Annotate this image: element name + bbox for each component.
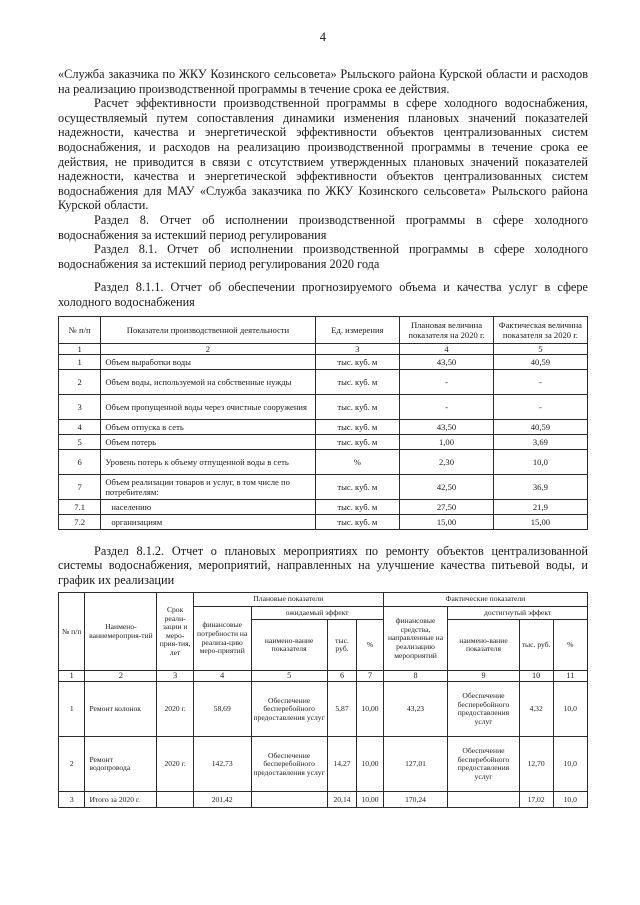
header-num: № п/п (59, 593, 85, 671)
cell-fact-indicator (448, 792, 519, 808)
header-fact-group: Фактические показатели (383, 593, 587, 607)
cell-number: 2 (59, 369, 101, 394)
cell-event-name: Ремонт колонок (85, 682, 157, 737)
cell-plan-indicator: Обеспечение бесперебойного предоставления услуг (251, 737, 327, 792)
cell-unit: тыс. куб. м (315, 499, 400, 514)
colnum-6: 6 (327, 671, 357, 682)
table-indicators (58, 316, 588, 530)
header-plan-thousand-rub: тыс. руб. (327, 620, 357, 671)
cell-indicator-name: Объем пропущенной воды через очистные сооружения (101, 394, 315, 419)
page-number: 4 (319, 30, 327, 44)
section-heading-8: Раздел 8. Отчет об исполнении производственной программы в сфере холодного водоснабжения за истекший период регулирования (58, 212, 588, 242)
cell-fact-finance: 127,01 (383, 737, 448, 792)
cell-indicator-name: Уровень потерь к объему отпущенной воды в сеть (101, 449, 315, 474)
cell-unit: тыс. куб. м (315, 419, 400, 434)
cell-term: 2020 г. (157, 737, 194, 792)
table-row (59, 434, 588, 449)
cell-fact-percent: 10,0 (553, 682, 587, 737)
header-fact-percent: % (553, 620, 587, 671)
cell-plan-value: 42,50 (400, 474, 494, 499)
cell-fact-value: - (493, 394, 587, 419)
cell-plan-finance: 142,73 (193, 737, 251, 792)
table-row (59, 499, 588, 514)
cell-fact-value: 15,00 (493, 514, 587, 529)
header-event-name: Наимено-ваниемероприя-тий (85, 593, 157, 671)
colnum-5: 5 (251, 671, 327, 682)
colnum-3: 3 (157, 671, 194, 682)
table-row-total (59, 792, 588, 808)
cell-fact-thousand-rub: 12,70 (519, 737, 553, 792)
cell-plan-percent: 10,00 (357, 737, 383, 792)
cell-plan-value: 15,00 (400, 514, 494, 529)
cell-plan-finance: 58,69 (193, 682, 251, 737)
cell-event-name: Итого за 2020 г. (85, 792, 157, 808)
header-unit: Ед. измерения (315, 316, 400, 343)
cell-fact-value: 40,59 (493, 419, 587, 434)
cell-event-name: Ремонт водопровода (85, 737, 157, 792)
cell-plan-thousand-rub: 14,27 (327, 737, 357, 792)
table-row (59, 369, 588, 394)
cell-plan-value: - (400, 369, 494, 394)
cell-plan-value: 1,00 (400, 434, 494, 449)
cell-indicator-name: организациям (101, 514, 315, 529)
cell-plan-percent: 10,00 (357, 682, 383, 737)
header-fact-finance: финансовые средства, направленные на реализацию мероприятий (383, 606, 448, 671)
cell-unit: тыс. куб. м (315, 514, 400, 529)
header-fact: Фактическая величина показателя за 2020 г. (493, 316, 587, 343)
colnum-5: 5 (493, 343, 587, 354)
section-heading-8-1-2: Раздел 8.1.2. Отчет о плановых мероприятиях по ремонту объектов централизованной системы водоснабжения, мероприятий, направленных на улучшение качества питьевой воды, и график их реализации (58, 543, 588, 587)
cell-plan-thousand-rub: 5,87 (327, 682, 357, 737)
table-row-column-numbers (59, 671, 588, 682)
cell-fact-value: - (493, 369, 587, 394)
table-row (59, 316, 588, 343)
header-plan-indicator: наимено-вание показателя (251, 620, 327, 671)
header-term: Срок реали-зации и меро-прия-тия, лет (157, 593, 194, 671)
cell-plan-value: 2,30 (400, 449, 494, 474)
cell-fact-percent: 10,0 (553, 792, 587, 808)
cell-number: 4 (59, 419, 101, 434)
header-plan-percent: % (357, 620, 383, 671)
cell-unit: % (315, 449, 400, 474)
cell-plan-value: 27,50 (400, 499, 494, 514)
cell-indicator-name: Объем реализации товаров и услуг, в том числе по потребителям: (101, 474, 315, 499)
colnum-1: 1 (59, 671, 85, 682)
colnum-8: 8 (383, 671, 448, 682)
header-num: № п/п (59, 316, 101, 343)
header-achieved-effect: достигнутый эффект (448, 606, 588, 620)
cell-plan-percent: 10,00 (357, 792, 383, 808)
cell-fact-value: 3,69 (493, 434, 587, 449)
cell-indicator-name: Объем выработки воды (101, 354, 315, 369)
cell-unit: тыс. куб. м (315, 394, 400, 419)
paragraph-intro: «Служба заказчика по ЖКУ Козинского сельсовета» Рыльского района Курской области и расходов на реализацию производственной программы в течение срока ее действия. (58, 67, 588, 96)
cell-plan-value: - (400, 394, 494, 419)
cell-fact-value: 10,0 (493, 449, 587, 474)
table-row (59, 682, 588, 737)
cell-number: 2 (59, 737, 85, 792)
table-body-indicators (59, 354, 588, 529)
cell-fact-indicator: Обеспечение бесперебойного предоставления услуг (448, 682, 519, 737)
cell-number: 6 (59, 449, 101, 474)
header-plan-group: Плановые показатели (193, 593, 383, 607)
table-row (59, 354, 588, 369)
header-fact-indicator: наимено-вание показателя (448, 620, 519, 671)
cell-term (157, 792, 194, 808)
header-indicator: Показатели производственной деятельности (101, 316, 315, 343)
table-row-column-numbers (59, 343, 588, 354)
colnum-2: 2 (101, 343, 315, 354)
header-expected-effect: ожидаемый эффект (251, 606, 383, 620)
section-heading-8-1-1: Раздел 8.1.1. Отчет об обеспечении прогнозируемого объема и качества услуг в сфере холодного водоснабжения (58, 280, 588, 309)
cell-number: 1 (59, 682, 85, 737)
cell-unit: тыс. куб. м (315, 434, 400, 449)
cell-plan-value: 43,50 (400, 354, 494, 369)
cell-indicator-name: Объем воды, используемой на собственные нужды (101, 369, 315, 394)
cell-fact-indicator: Обеспечение бесперебойного предоставления услуг (448, 737, 519, 792)
table-row (59, 394, 588, 419)
header-plan-finance: финансовые потребности на реализа-цию меро-приятий (193, 606, 251, 671)
colnum-10: 10 (519, 671, 553, 682)
header-plan: Плановая величина показателя на 2020 г. (400, 316, 494, 343)
cell-fact-finance: 170,24 (383, 792, 448, 808)
colnum-4: 4 (400, 343, 494, 354)
cell-indicator-name: населению (101, 499, 315, 514)
cell-unit: тыс. куб. м (315, 474, 400, 499)
cell-number: 3 (59, 792, 85, 808)
table-row (59, 514, 588, 529)
cell-number: 7.1 (59, 499, 101, 514)
cell-unit: тыс. куб. м (315, 369, 400, 394)
header-fact-thousand-rub: тыс. руб. (519, 620, 553, 671)
colnum-9: 9 (448, 671, 519, 682)
paragraph-efficiency: Расчет эффективности производственной программы в сфере холодного водоснабжения, осуществляемый путем сопоставления динамики изменения плановых значений показателей надежности, качества и энергетической эффективности объектов централизованных систем водоснабжения, и расходов на реализацию производственной программы в течение срока ее действия, не приводится в связи с отсутствием утвержденных плановых значений показателей надежности, качества и энергетической эффективности объектов централизованных систем водоснабжения для МАУ «Служба заказчика по ЖКУ Козинского сельсовета» Рыльского района Курской области. (58, 96, 588, 213)
cell-term: 2020 г. (157, 682, 194, 737)
colnum-11: 11 (553, 671, 587, 682)
colnum-4: 4 (193, 671, 251, 682)
cell-fact-thousand-rub: 4,32 (519, 682, 553, 737)
cell-number: 7.2 (59, 514, 101, 529)
cell-number: 7 (59, 474, 101, 499)
section-heading-8-1: Раздел 8.1. Отчет об исполнении производственной программы в сфере холодного водоснабжения за истекший период регулирования 2020 года (58, 242, 588, 271)
cell-fact-value: 40,59 (493, 354, 587, 369)
table-row (59, 449, 588, 474)
cell-fact-thousand-rub: 17,02 (519, 792, 553, 808)
cell-fact-finance: 43,23 (383, 682, 448, 737)
table-row-group-header (59, 593, 588, 607)
cell-indicator-name: Объем отпуска в сеть (101, 419, 315, 434)
cell-fact-value: 36,9 (493, 474, 587, 499)
cell-plan-value: 43,50 (400, 419, 494, 434)
cell-number: 5 (59, 434, 101, 449)
table-body-repair-measures (59, 682, 588, 808)
table-repair-measures (58, 592, 588, 808)
colnum-7: 7 (357, 671, 383, 682)
table-row (59, 419, 588, 434)
cell-indicator-name: Объем потерь (101, 434, 315, 449)
cell-unit: тыс. куб. м (315, 354, 400, 369)
cell-number: 1 (59, 354, 101, 369)
cell-plan-thousand-rub: 20,14 (327, 792, 357, 808)
colnum-2: 2 (85, 671, 157, 682)
colnum-1: 1 (59, 343, 101, 354)
cell-fact-value: 21,9 (493, 499, 587, 514)
cell-fact-percent: 10,0 (553, 737, 587, 792)
cell-plan-finance: 201,42 (193, 792, 251, 808)
cell-plan-indicator: Обеспечение бесперебойного предоставления услуг (251, 682, 327, 737)
table-row (59, 474, 588, 499)
cell-plan-indicator (251, 792, 327, 808)
table-row (59, 737, 588, 792)
colnum-3: 3 (315, 343, 400, 354)
cell-number: 3 (59, 394, 101, 419)
